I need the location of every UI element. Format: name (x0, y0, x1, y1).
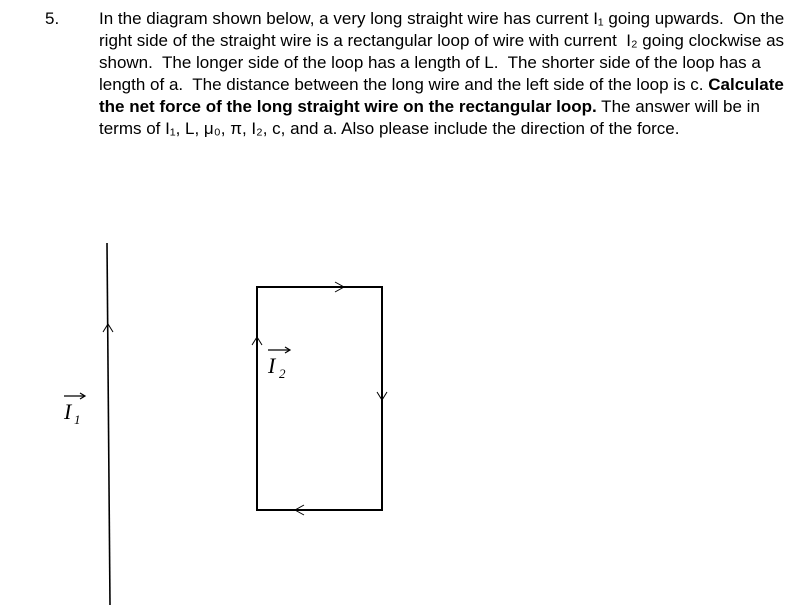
loop-label-subscript: 2 (279, 366, 286, 381)
wire-label-letter: I (64, 399, 72, 424)
question-text-part2: The answer will be in terms of I₁, L, μ₀, π, I₂, c, and a. Also please include the direction of the force. (99, 97, 765, 138)
wire-current-label (63, 393, 85, 427)
loop-current-label (267, 347, 290, 381)
question-text-part1: In the diagram shown below, a very long straight wire has current I₁ going upwards. On the right side of the straight wire is a rectangular loop of wire with current I₂ going clockwise as shown. The longer side of the loop has a length of L. The shorter side of the loop has a length of a. The distance between the long wire and the left side of the loop is c. (99, 9, 789, 94)
loop-label-letter: I (268, 353, 276, 378)
wire-label-subscript: 1 (74, 412, 81, 427)
question-text-bold: Calculate the net force of the long straight wire on the rectangular loop. (99, 75, 789, 116)
question-number: 5. (45, 9, 60, 28)
rectangular-loop (257, 287, 382, 510)
long-straight-wire (107, 243, 110, 605)
